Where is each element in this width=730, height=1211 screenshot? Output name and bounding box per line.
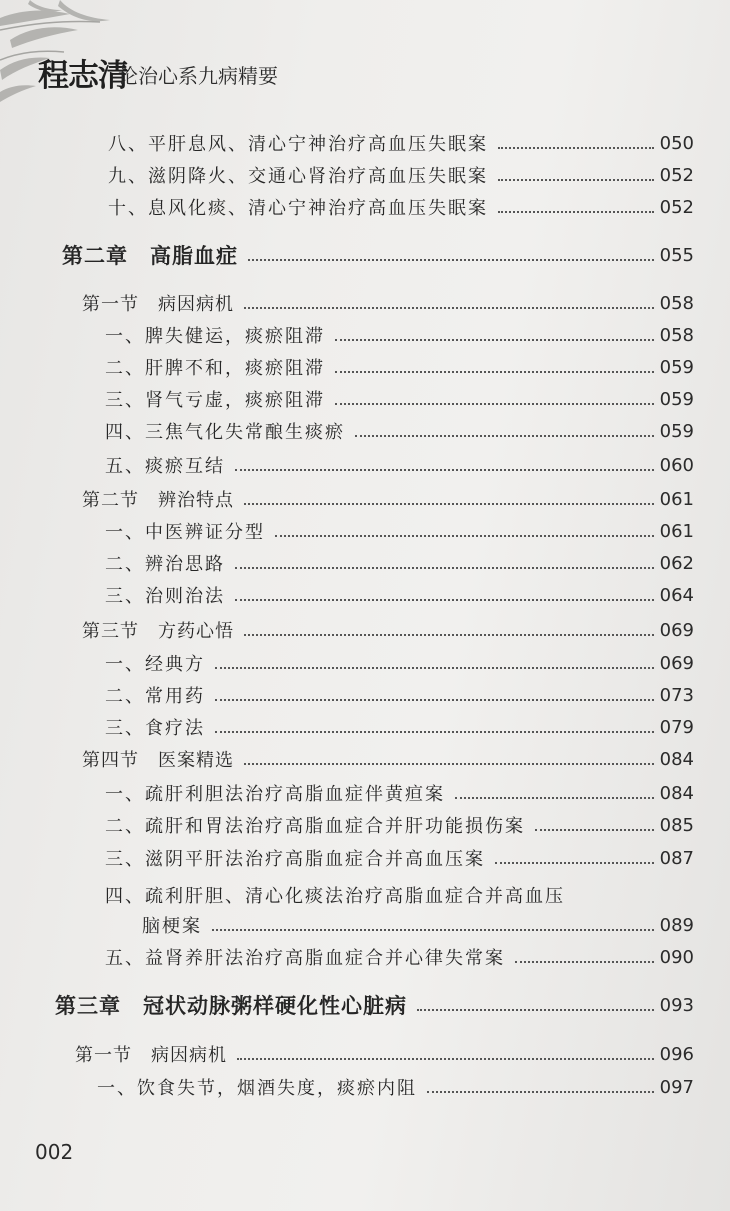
toc-entry[interactable] (0, 580, 730, 610)
toc-page-number: 089 (659, 914, 694, 936)
toc-entry-label: 三、肾气亏虚，痰瘀阻滞 (105, 390, 325, 411)
toc-page-number: 073 (659, 684, 694, 706)
toc-page-number: 059 (659, 388, 694, 410)
dot-leader (248, 245, 654, 261)
dot-leader (237, 1044, 654, 1060)
dot-leader (427, 1077, 654, 1093)
toc-entry[interactable] (0, 810, 730, 840)
dot-leader (275, 521, 654, 537)
toc-page-number: 059 (659, 420, 694, 442)
toc-page-number: 055 (659, 244, 694, 266)
toc-entry-label: 四、疏利肝胆、清心化痰法治疗高脂血症合并高血压 (105, 886, 565, 907)
dot-leader (235, 585, 654, 601)
toc-page-number: 062 (659, 552, 694, 574)
dot-leader (498, 165, 654, 181)
toc-entry[interactable] (0, 910, 730, 940)
dot-leader (235, 553, 654, 569)
toc-entry[interactable] (0, 352, 730, 382)
dot-leader (335, 389, 654, 405)
toc-entry-label: 二、常用药 (105, 686, 205, 707)
dot-leader (455, 783, 654, 799)
toc-chapter-label: 第三章 冠状动脉粥样硬化性心脏病 (55, 994, 407, 1018)
toc-section-heading[interactable] (0, 615, 730, 645)
toc-section-heading[interactable] (0, 1039, 730, 1069)
dot-leader (215, 653, 654, 669)
dot-leader (535, 815, 654, 831)
dot-leader (215, 685, 654, 701)
toc-entry[interactable] (0, 192, 730, 222)
toc-entry-label: 八、平肝息风、清心宁神治疗高血压失眠案 (108, 134, 488, 155)
dot-leader (212, 915, 654, 931)
toc-section-label: 第四节 医案精选 (82, 750, 234, 771)
dot-leader (335, 325, 654, 341)
toc-entry[interactable] (0, 1072, 730, 1102)
toc-page-number: 061 (659, 520, 694, 542)
toc-page-number: 052 (659, 196, 694, 218)
header-book-title: 论治心系九病精要 (118, 64, 278, 88)
toc-entry-label: 一、脾失健运，痰瘀阻滞 (105, 326, 325, 347)
toc-page-number: 052 (659, 164, 694, 186)
toc-entry[interactable] (0, 320, 730, 350)
toc-entry[interactable] (0, 648, 730, 678)
dot-leader (495, 848, 654, 864)
dot-leader (355, 421, 654, 437)
toc-section-label: 第三节 方药心悟 (82, 621, 234, 642)
toc-entry-label: 一、经典方 (105, 654, 205, 675)
dot-leader (498, 197, 654, 213)
toc-entry[interactable] (0, 384, 730, 414)
toc-page-number: 090 (659, 946, 694, 968)
toc-entry[interactable] (0, 450, 730, 480)
toc-page-number: 058 (659, 324, 694, 346)
toc-entry[interactable] (0, 942, 730, 972)
toc-page-number: 096 (659, 1043, 694, 1065)
toc-entry[interactable] (0, 712, 730, 742)
dot-leader (515, 947, 654, 963)
toc-entry-label: 一、饮食失节，烟酒失度，痰瘀内阻 (97, 1078, 417, 1099)
dot-leader (235, 455, 654, 471)
toc-entry-label: 十、息风化痰、清心宁神治疗高血压失眠案 (108, 198, 488, 219)
toc-entry-label: 三、食疗法 (105, 718, 205, 739)
toc-entry-label: 三、治则治法 (105, 586, 225, 607)
toc-section-heading[interactable] (0, 484, 730, 514)
dot-leader (498, 133, 654, 149)
toc-entry-label: 九、滋阴降火、交通心肾治疗高血压失眠案 (108, 166, 488, 187)
toc-page-number: 060 (659, 454, 694, 476)
toc-entry-label: 四、三焦气化失常酿生痰瘀 (105, 422, 345, 443)
toc-entry-label: 五、益肾养肝法治疗高脂血症合并心律失常案 (105, 948, 505, 969)
toc-page-number: 061 (659, 488, 694, 510)
toc-page-number: 097 (659, 1076, 694, 1098)
toc-entry-label: 三、滋阴平肝法治疗高脂血症合并高血压案 (105, 849, 485, 870)
dot-leader (417, 995, 654, 1011)
toc-chapter-label: 第二章 高脂血症 (62, 244, 238, 268)
toc-entry-label: 一、疏肝利胆法治疗高脂血症伴黄疸案 (105, 784, 445, 805)
toc-entry-label: 五、痰瘀互结 (105, 456, 225, 477)
toc-chapter-heading[interactable] (0, 240, 730, 270)
header-author: 程志清 (38, 58, 128, 94)
dot-leader (244, 293, 654, 309)
toc-chapter-heading[interactable] (0, 990, 730, 1020)
toc-page-number: 085 (659, 814, 694, 836)
dot-leader (335, 357, 654, 373)
toc-page-number: 064 (659, 584, 694, 606)
toc-page-number: 079 (659, 716, 694, 738)
footer-page-number: 002 (35, 1140, 74, 1164)
toc-entry[interactable] (0, 516, 730, 546)
toc-page-number: 069 (659, 652, 694, 674)
dot-leader (215, 717, 654, 733)
toc-entry-label: 一、中医辨证分型 (105, 522, 265, 543)
toc-section-label: 第一节 病因病机 (82, 294, 234, 315)
toc-section-label: 第一节 病因病机 (75, 1045, 227, 1066)
toc-entry-label: 二、辨治思路 (105, 554, 225, 575)
toc-entry[interactable] (0, 416, 730, 446)
toc-page-number: 084 (659, 782, 694, 804)
toc-page-number: 069 (659, 619, 694, 641)
toc-page-number: 059 (659, 356, 694, 378)
dot-leader (244, 620, 654, 636)
toc-section-heading[interactable] (0, 288, 730, 318)
toc-page-number: 050 (659, 132, 694, 154)
toc-entry-label: 二、疏肝和胃法治疗高脂血症合并肝功能损伤案 (105, 816, 525, 837)
toc-page-number: 084 (659, 748, 694, 770)
dot-leader (244, 749, 654, 765)
toc-section-label: 第二节 辨治特点 (82, 490, 234, 511)
toc-entry[interactable] (0, 843, 730, 873)
toc-entry[interactable] (0, 778, 730, 808)
toc-entry[interactable] (0, 548, 730, 578)
toc-entry[interactable] (0, 128, 730, 158)
toc-section-heading[interactable] (0, 744, 730, 774)
toc-entry[interactable] (0, 160, 730, 190)
toc-entry[interactable] (0, 680, 730, 710)
toc-page-number: 058 (659, 292, 694, 314)
toc-entry-continuation: 脑梗案 (142, 916, 202, 937)
toc-page-number: 087 (659, 847, 694, 869)
toc-entry-label: 二、肝脾不和，痰瘀阻滞 (105, 358, 325, 379)
dot-leader (244, 489, 654, 505)
toc-page-number: 093 (659, 994, 694, 1016)
